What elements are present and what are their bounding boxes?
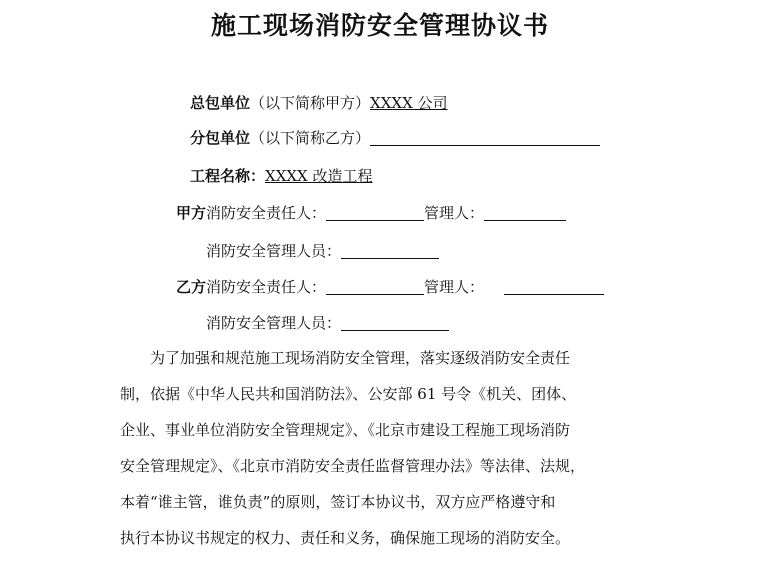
general-contractor-line — [190, 93, 448, 113]
party-a-staff-line — [206, 241, 439, 261]
party-b-staff-label: 消防安全管理人员： — [206, 314, 342, 332]
body-line: 为了加强和规范施工现场消防安全管理，落实逐级消防安全责任 — [120, 349, 571, 367]
party-a-staff-blank — [341, 242, 439, 259]
general-contractor-note: （以下简称甲方） — [250, 94, 371, 112]
agreement-body-paragraph — [120, 340, 640, 556]
body-line: 制，依据《中华人民共和国消防法》、公安部 61 号令《机关、团体、 — [120, 385, 577, 403]
party-a-responsible-label: 消防安全责任人： — [206, 204, 327, 222]
party-b-manager-label: 管理人： — [424, 278, 485, 296]
project-name-label: 工程名称： — [190, 167, 266, 185]
party-a-manager-blank — [484, 204, 566, 221]
body-line: 本着“谁主管，谁负责”的原则，签订本协议书，双方应严格遵守和 — [120, 493, 556, 511]
general-contractor-label: 总包单位 — [190, 94, 251, 112]
party-b-staff-blank — [341, 314, 449, 331]
party-a-manager-label: 管理人： — [424, 204, 485, 222]
subcontractor-blank — [370, 129, 600, 146]
party-a-staff-label: 消防安全管理人员： — [206, 242, 342, 260]
party-a-responsible-line — [176, 203, 566, 223]
project-name-value: XXXX 改造工程 — [265, 167, 373, 185]
party-b-responsible-label: 消防安全责任人： — [206, 278, 327, 296]
body-line: 企业、事业单位消防安全管理规定》、《北京市建设工程施工现场消防 — [120, 421, 571, 439]
party-a-prefix: 甲方 — [176, 204, 207, 222]
party-b-responsible-line — [176, 277, 604, 297]
subcontractor-label: 分包单位 — [190, 129, 251, 147]
general-contractor-value: XXXX 公司 — [370, 94, 448, 112]
subcontractor-note: （以下简称乙方） — [250, 129, 371, 147]
document-title: 施工现场消防安全管理协议书 — [210, 11, 549, 40]
party-b-staff-line — [206, 313, 449, 333]
party-a-responsible-blank — [326, 204, 424, 221]
body-line: 安全管理规定》、《北京市消防安全责任监督管理办法》等法律、法规， — [120, 457, 586, 475]
body-line: 执行本协议书规定的权力、责任和义务，确保施工现场的消防安全。 — [120, 529, 571, 547]
project-name-line — [190, 166, 373, 186]
subcontractor-line — [190, 128, 600, 148]
party-b-prefix: 乙方 — [176, 278, 207, 296]
party-b-responsible-blank — [326, 278, 424, 295]
party-b-manager-blank — [504, 278, 604, 295]
